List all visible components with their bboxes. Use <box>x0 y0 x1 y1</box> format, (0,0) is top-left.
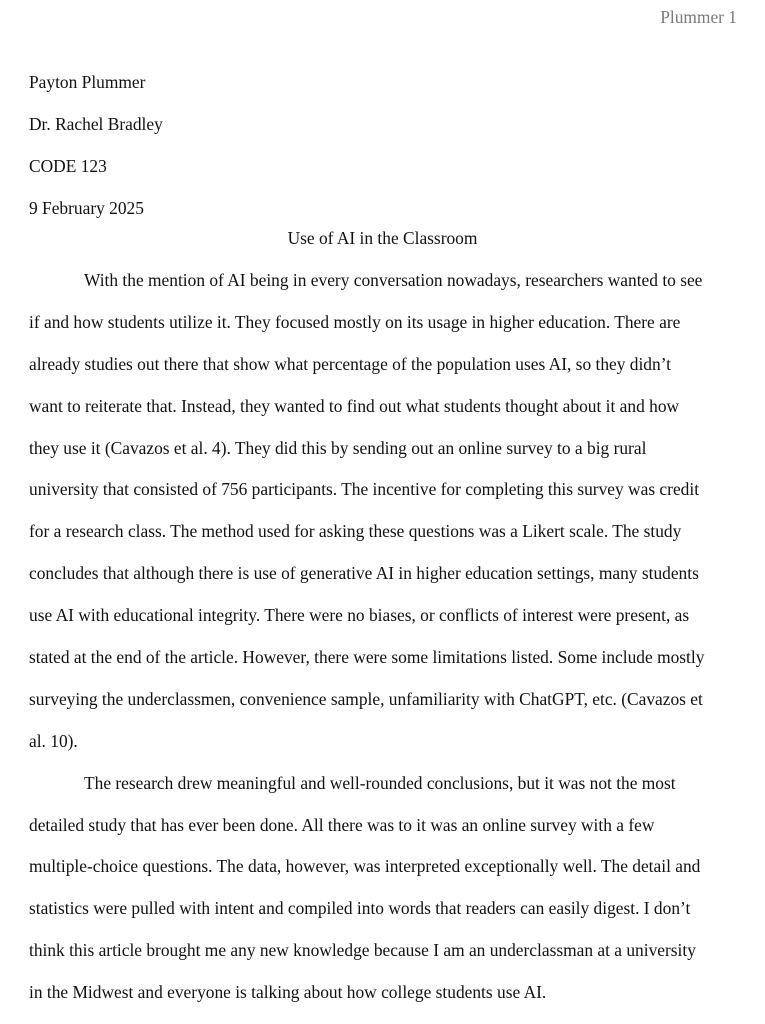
paragraph-line: university that consisted of 756 participants. The incentive for completing this survey was credit <box>29 479 700 500</box>
paragraph-line: already studies out there that show what percentage of the population uses AI, so they didn’t <box>29 353 672 374</box>
paragraph-line: for a research class. The method used for asking these questions was a Likert scale. The study <box>29 521 682 542</box>
paragraph-line: think this article brought me any new knowledge because I am an underclassman at a university <box>29 940 696 961</box>
paragraph-line: they use it (Cavazos et al. 4). They did this by sending out an online survey to a big rural <box>29 437 647 458</box>
instructor-name: Dr. Rachel Bradley <box>29 114 163 134</box>
paper-date: 9 February 2025 <box>29 198 144 218</box>
heading-block <box>29 61 163 229</box>
course-code: CODE 123 <box>29 156 107 176</box>
paragraph-line: detailed study that has ever been done. All there was to it was an online survey with a few <box>29 814 655 835</box>
paragraph-line: The research drew meaningful and well-rounded conclusions, but it was not the most <box>84 772 676 793</box>
paragraph-line: al. 10). <box>29 730 78 751</box>
student-name: Payton Plummer <box>29 72 146 92</box>
paper-title: Use of AI in the Classroom <box>287 228 478 248</box>
paragraph-line: in the Midwest and everyone is talking about how college students use AI. <box>29 982 547 1003</box>
paragraph-line: use AI with educational integrity. There were no biases, or conflicts of interest were present, as <box>29 605 690 626</box>
paragraph-line: multiple-choice questions. The data, however, was interpreted exceptionally well. The detail and <box>29 856 701 877</box>
paragraph-line: want to reiterate that. Instead, they wanted to find out what students thought about it and how <box>29 395 680 416</box>
paragraph-line: stated at the end of the article. However, there were some limitations listed. Some include mostly <box>29 647 705 668</box>
paragraph-line: if and how students utilize it. They focused mostly on its usage in higher education. There are <box>29 311 681 332</box>
paragraph-line: statistics were pulled with intent and compiled into words that readers can easily digest. I don’t <box>29 898 691 919</box>
body-text <box>29 270 744 1024</box>
running-head: Plummer 1 <box>660 7 737 27</box>
paragraph-line: surveying the underclassmen, convenience sample, unfamiliarity with ChatGPT, etc. (Cavazos et <box>29 688 703 709</box>
paragraph-line: concludes that although there is use of generative AI in higher education settings, many students <box>29 563 699 584</box>
paragraph-line: With the mention of AI being in every conversation nowadays, researchers wanted to see <box>84 270 703 290</box>
